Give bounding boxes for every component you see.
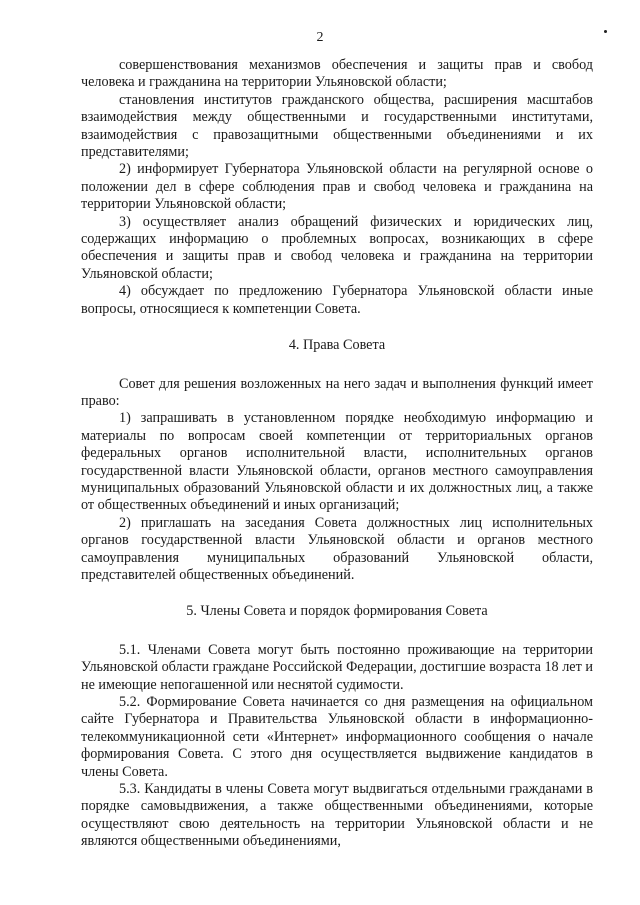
paragraph: 5.3. Кандидаты в члены Совета могут выдвигаться отдельными гражданами в порядке самовыдвижения, а также общественными объединениями, которые осуществляют свою деятельность на территории Ульяновской области и не являются общественными объединениями, [81,781,593,850]
paragraph: 2) информирует Губернатора Ульяновской области на регулярной основе о положении дел в сфере соблюдения прав и свобод человека и гражданина на территории Ульяновской области; [81,161,593,213]
paragraph: 1) запрашивать в установленном порядке необходимую информацию и материалы по вопросам своей компетенции от территориальных органов федеральных органов исполнительной власти, исполнительных органов государственной власти Ульяновской области, органов местного самоуправления муниципальных образований Ульяновской области и их должностных лиц, а также от общественных объединений и иных организаций; [81,410,593,514]
paragraph: становления институтов гражданского общества, расширения масштабов взаимодействия между общественными и государственными институтами, взаимодействия с правозащитными общественными объединениями и их представителями; [81,91,593,161]
page-number: 2 [316,30,324,45]
paragraph: 5.1. Членами Совета могут быть постоянно проживающие на территории Ульяновской области граждане Российской Федерации, достигшие возраста 18 лет и не имеющие непогашенной или неснятой судимости. [81,641,593,693]
section-heading-rights: 4. Права Совета [288,337,386,354]
paragraph: совершенствования механизмов обеспечения и защиты прав и свобод человека и гражданина на территории Ульяновской области; [81,57,593,91]
paragraph: 4) обсуждает по предложению Губернатора Ульяновской области иные вопросы, относящиеся к компетенции Совета. [81,283,593,317]
paragraph: 2) приглашать на заседания Совета должностных лиц исполнительных органов государственной власти Ульяновской области и органов местного самоуправления муниципальных образований Ульяновской области, представителей общественных объединений. [81,514,593,583]
paragraph: 5.2. Формирование Совета начинается со дня размещения на официальном сайте Губернатора и Правительства Ульяновской области в информационно-телекоммуникационной сети «Интернет» информационного сообщения о начале формирования Совета. С этого дня осуществляется выдвижение кандидатов в члены Совета. [81,694,593,780]
scan-dot-mark [604,30,607,33]
section-heading-members: 5. Члены Совета и порядок формирования Совета [186,603,488,620]
document-body [81,57,593,851]
paragraph: Совет для решения возложенных на него задач и выполнения функций имеет право: [81,375,593,409]
paragraph: 3) осуществляет анализ обращений физических и юридических лиц, содержащих информацию о проблемных вопросах, возникающих в сфере обеспечения и защиты прав и свобод человека и гражданина на территории Ульяновской области; [81,213,593,282]
